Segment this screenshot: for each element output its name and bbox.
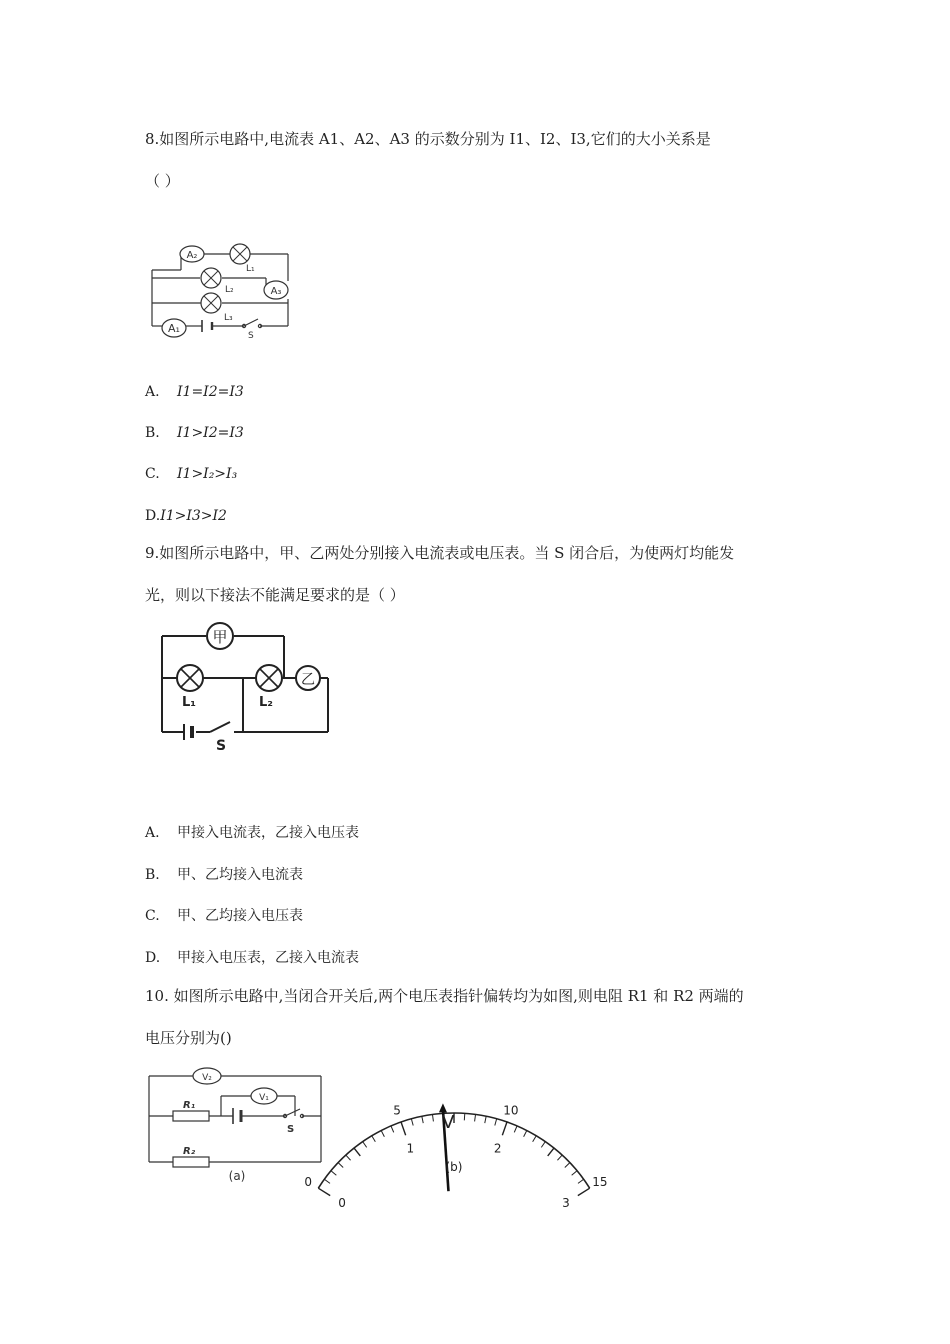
svg-text:L₂: L₂: [225, 285, 234, 295]
dial-tick: [548, 1148, 554, 1156]
q9-option-c-text: 甲、乙均接入电压表: [177, 908, 303, 924]
svg-text:L₃: L₃: [224, 313, 233, 323]
dial-arc: [304, 1103, 607, 1210]
dial-tick: [578, 1188, 590, 1195]
q9-option-b-text: 甲、乙均接入电流表: [177, 867, 303, 883]
q9-meter-jia: [207, 623, 233, 649]
dial-tick: [572, 1171, 577, 1175]
q10-switch-label: S: [287, 1124, 295, 1135]
q8-stem-line1: 8.如图所示电路中,电流表 A1、A2、A3 的示数分别为 I1、I2、I3,它们的大小关系是: [145, 130, 711, 148]
q9-lamp-l2: [256, 665, 282, 710]
q10-caption-b: (b): [445, 1160, 463, 1174]
q8-option-c[interactable]: C. I1>I₂>I₃: [145, 466, 238, 482]
q8-option-b[interactable]: B. I1>I2=I3: [145, 425, 244, 441]
dial-inner-label: 2: [493, 1141, 502, 1156]
q8-meter-a2: [180, 246, 204, 262]
q8-lamp-l3: [201, 293, 233, 323]
svg-text:乙: 乙: [301, 672, 315, 688]
dial-tick: [338, 1163, 343, 1168]
dial-tick: [541, 1142, 545, 1148]
q9-circuit-figure: [152, 618, 337, 753]
q9-option-b[interactable]: B. 甲、乙均接入电流表: [145, 867, 303, 883]
q8-option-b-text: I1>I2=I3: [177, 425, 244, 441]
dial-tick: [578, 1179, 584, 1183]
dial-tick: [422, 1116, 423, 1123]
svg-text:A₂: A₂: [186, 250, 198, 261]
q10-meter-v2: [193, 1068, 221, 1084]
q9-option-a[interactable]: A. 甲接入电流表，乙接入电压表: [145, 825, 359, 841]
dial-tick: [372, 1136, 376, 1142]
q8-circuit-figure: [148, 236, 293, 344]
dial-tick: [331, 1171, 336, 1175]
dial-outer-label: 15: [592, 1174, 608, 1189]
dial-tick: [318, 1188, 330, 1195]
q10-dial-unit: V: [442, 1112, 455, 1133]
q10-voltmeter-dial: [304, 1068, 608, 1211]
q10-meter-v1: [251, 1088, 277, 1104]
q8-lamp-l2: [201, 268, 234, 295]
q8-option-c-text: I1>I₂>I₃: [177, 466, 238, 482]
dial-outer-label: 0: [304, 1174, 312, 1189]
dial-tick: [495, 1119, 497, 1126]
svg-text:R₂: R₂: [183, 1146, 196, 1157]
q10-caption-a: (a): [228, 1169, 246, 1183]
dial-tick: [381, 1131, 384, 1137]
q9-option-d-text: 甲接入电压表，乙接入电流表: [177, 950, 359, 966]
dial-tick: [524, 1131, 527, 1137]
q9-switch-label: S: [216, 738, 227, 754]
svg-text:L₁: L₁: [246, 264, 255, 274]
q9-option-d[interactable]: D. 甲接入电压表，乙接入电流表: [145, 950, 359, 966]
q8-meter-a1: [162, 319, 186, 337]
svg-text:R₁: R₁: [183, 1100, 196, 1111]
svg-text:L₂: L₂: [259, 695, 273, 710]
q9-meter-yi: [296, 666, 320, 690]
q10-stem-line2: 电压分别为(): [145, 1029, 232, 1047]
q10-resistor-r1: [173, 1100, 209, 1121]
dial-tick: [485, 1116, 486, 1123]
dial-inner-label: 0: [338, 1196, 346, 1211]
q10-resistor-r2: [173, 1146, 209, 1167]
svg-text:V₁: V₁: [259, 1093, 269, 1103]
dial-inner-label: 3: [562, 1196, 570, 1211]
dial-tick: [557, 1155, 562, 1160]
dial-tick: [514, 1126, 517, 1132]
q8-stem-line2: （ ）: [145, 172, 180, 190]
q9-stem-line2: 光，则以下接法不能满足要求的是（ ）: [145, 586, 405, 604]
q10-circuit-figure-a: [145, 1064, 327, 1188]
dial-tick: [411, 1119, 413, 1126]
q9-stem-line1: 9.如图所示电路中，甲、乙两处分别接入电流表或电压表。当 S 闭合后，为使两灯均能发: [145, 544, 735, 562]
svg-text:A₃: A₃: [270, 286, 282, 297]
q8-option-d-text: I1>I3>I2: [160, 508, 227, 524]
q8-option-a-text: I1=I2=I3: [177, 384, 244, 400]
q8-option-a[interactable]: A. I1=I2=I3: [145, 384, 244, 400]
q8-meter-a3: [264, 281, 288, 299]
q9-lamp-l1: [177, 665, 203, 710]
dial-tick: [533, 1136, 537, 1142]
dial-outer-label: 5: [393, 1103, 401, 1118]
dial-tick: [391, 1126, 394, 1132]
q8-lamp-l1: [230, 244, 255, 274]
svg-text:A₁: A₁: [168, 322, 180, 335]
dial-tick: [502, 1122, 507, 1135]
svg-text:V₂: V₂: [202, 1073, 212, 1083]
dial-tick: [363, 1142, 367, 1148]
svg-text:L₁: L₁: [182, 695, 196, 710]
dial-tick: [354, 1148, 360, 1156]
q9-option-a-text: 甲接入电流表，乙接入电压表: [177, 825, 359, 841]
q8-option-d[interactable]: D.I1>I3>I2: [145, 508, 227, 524]
q8-switch-label: S: [248, 331, 254, 341]
dial-outer-label: 10: [503, 1103, 519, 1118]
dial-tick: [401, 1122, 406, 1135]
dial-tick: [432, 1114, 433, 1121]
q10-stem-line1: 10. 如图所示电路中,当闭合开关后,两个电压表指针偏转均为如图,则电阻 R1 和 R2 两端的: [145, 987, 744, 1005]
dial-tick: [565, 1163, 570, 1168]
dial-tick: [475, 1114, 476, 1121]
dial-tick: [346, 1155, 351, 1160]
dial-inner-label: 1: [406, 1141, 415, 1156]
svg-text:甲: 甲: [212, 628, 228, 646]
q9-option-c[interactable]: C. 甲、乙均接入电压表: [145, 908, 303, 924]
